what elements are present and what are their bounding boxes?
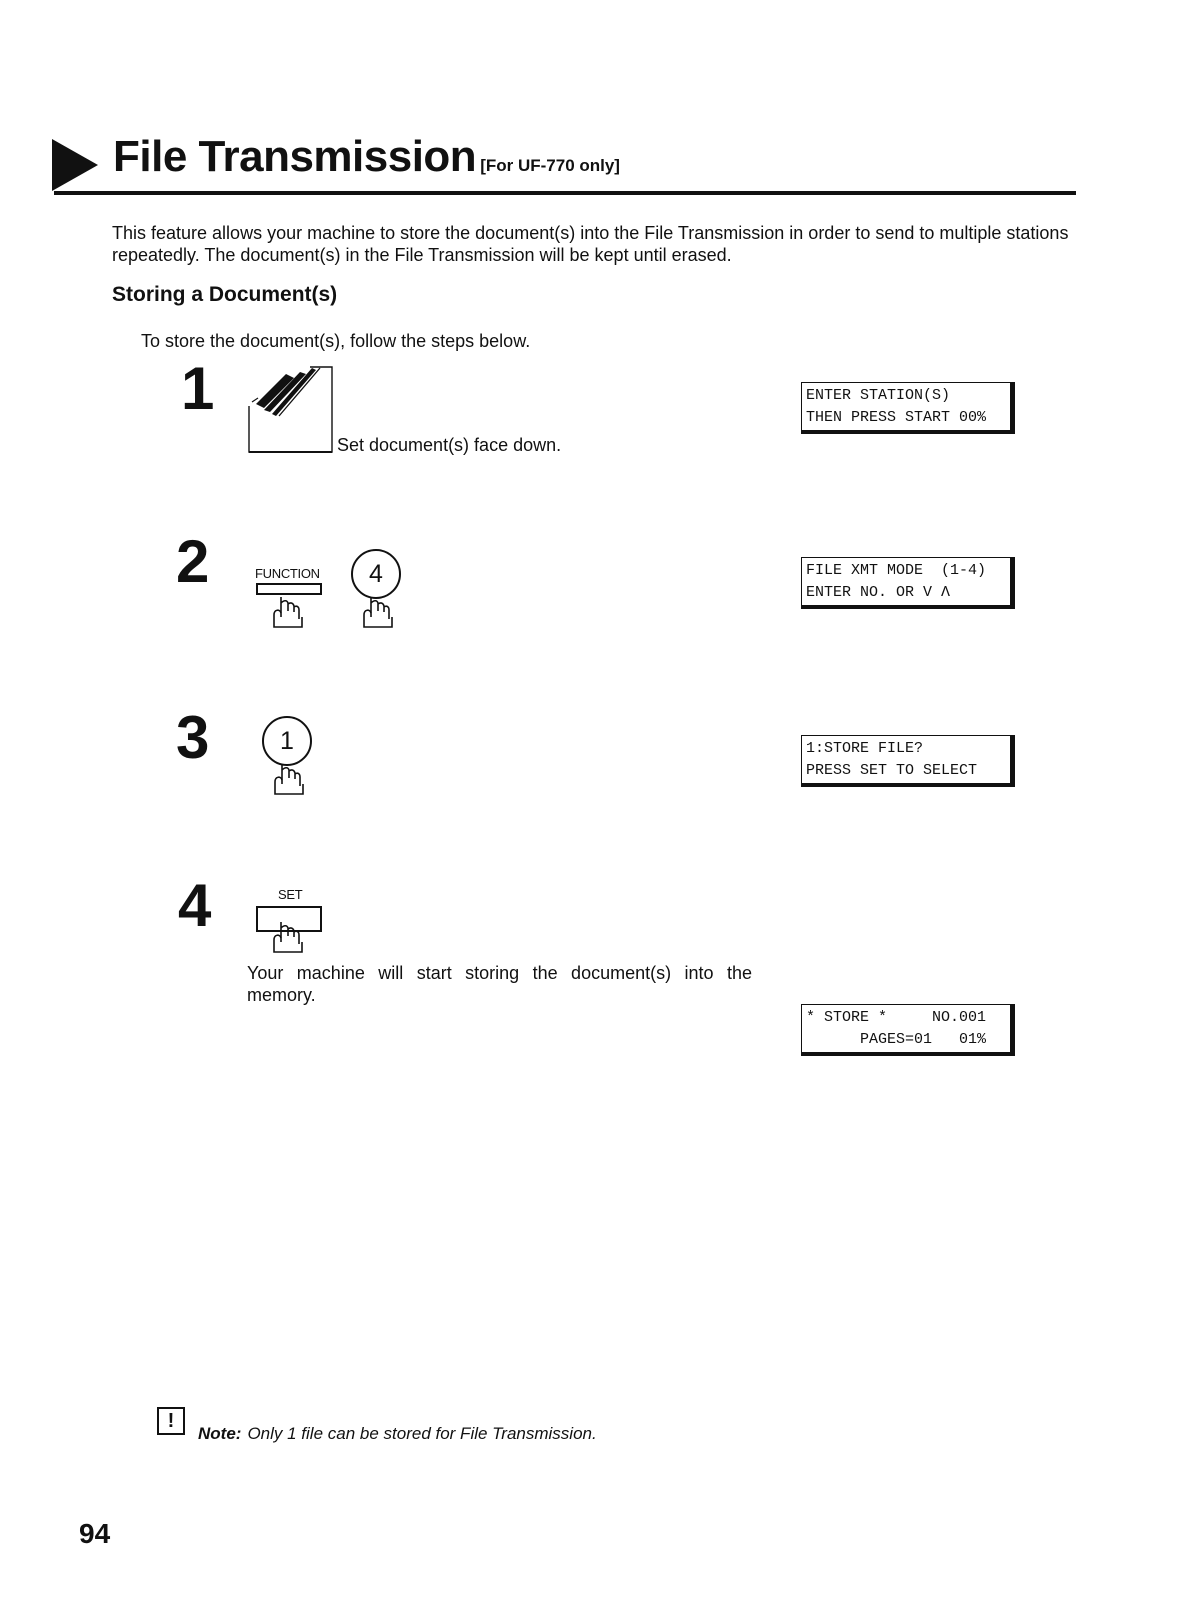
- title-arrow-icon: [52, 139, 98, 191]
- lcd-line-1: ENTER STATION(S): [806, 387, 951, 404]
- note: [198, 1424, 597, 1444]
- lcd-line-2: ENTER NO. OR V Λ: [806, 584, 951, 601]
- note-label: Note:: [198, 1424, 242, 1443]
- step-4-caption: Your machine will start storing the document(s) into the memory.: [247, 963, 752, 1005]
- intro-paragraph: This feature allows your machine to store the document(s) into the File Transmission in order to send to multiple stations repeatedly. The document(s) in the File Transmission will be kept until erased.: [112, 223, 1069, 265]
- lcd-line-2: PRESS SET TO SELECT: [806, 762, 978, 779]
- function-key[interactable]: [256, 583, 322, 595]
- step-1-lcd-display: [801, 382, 1015, 434]
- section-heading: Storing a Document(s): [112, 283, 338, 306]
- pressing-finger-icon: [271, 920, 305, 954]
- lcd-line-2: THEN PRESS START 00%: [806, 409, 987, 426]
- step-3-lcd-display: [801, 735, 1015, 787]
- note-text: Only 1 file can be stored for File Transmission.: [247, 1424, 597, 1443]
- steps-intro: To store the document(s), follow the steps below.: [141, 331, 531, 351]
- title-rule: [54, 191, 1076, 195]
- step-1-caption: Set document(s) face down.: [337, 435, 562, 455]
- page-title-model: [For UF-770 only]: [480, 156, 620, 175]
- page-title: [113, 132, 620, 182]
- pressing-finger-icon: [272, 762, 306, 796]
- document-feeder-icon: [246, 364, 336, 454]
- page-title-text: File Transmission: [113, 132, 477, 181]
- lcd-line-1: FILE XMT MODE (1-4): [806, 562, 987, 579]
- pressing-finger-icon: [271, 595, 305, 629]
- lcd-line-1: 1:STORE FILE?: [806, 740, 924, 757]
- number-key-4[interactable]: 4: [351, 549, 401, 599]
- step-1-number: 1: [181, 355, 215, 422]
- step-4-lcd-display: [801, 1004, 1015, 1056]
- pressing-finger-icon: [361, 595, 395, 629]
- set-key-label: SET: [278, 887, 303, 902]
- number-key-1[interactable]: 1: [262, 716, 312, 766]
- lcd-line-2: PAGES=01 01%: [806, 1031, 987, 1048]
- lcd-line-1: * STORE * NO.001: [806, 1009, 987, 1026]
- page-number: 94: [79, 1518, 111, 1549]
- step-2-number: 2: [176, 528, 210, 595]
- note-warning-icon: !: [157, 1407, 185, 1435]
- step-2-lcd-display: [801, 557, 1015, 609]
- step-3-number: 3: [176, 704, 210, 771]
- function-key-label: FUNCTION: [255, 566, 320, 581]
- step-4-number: 4: [178, 872, 212, 939]
